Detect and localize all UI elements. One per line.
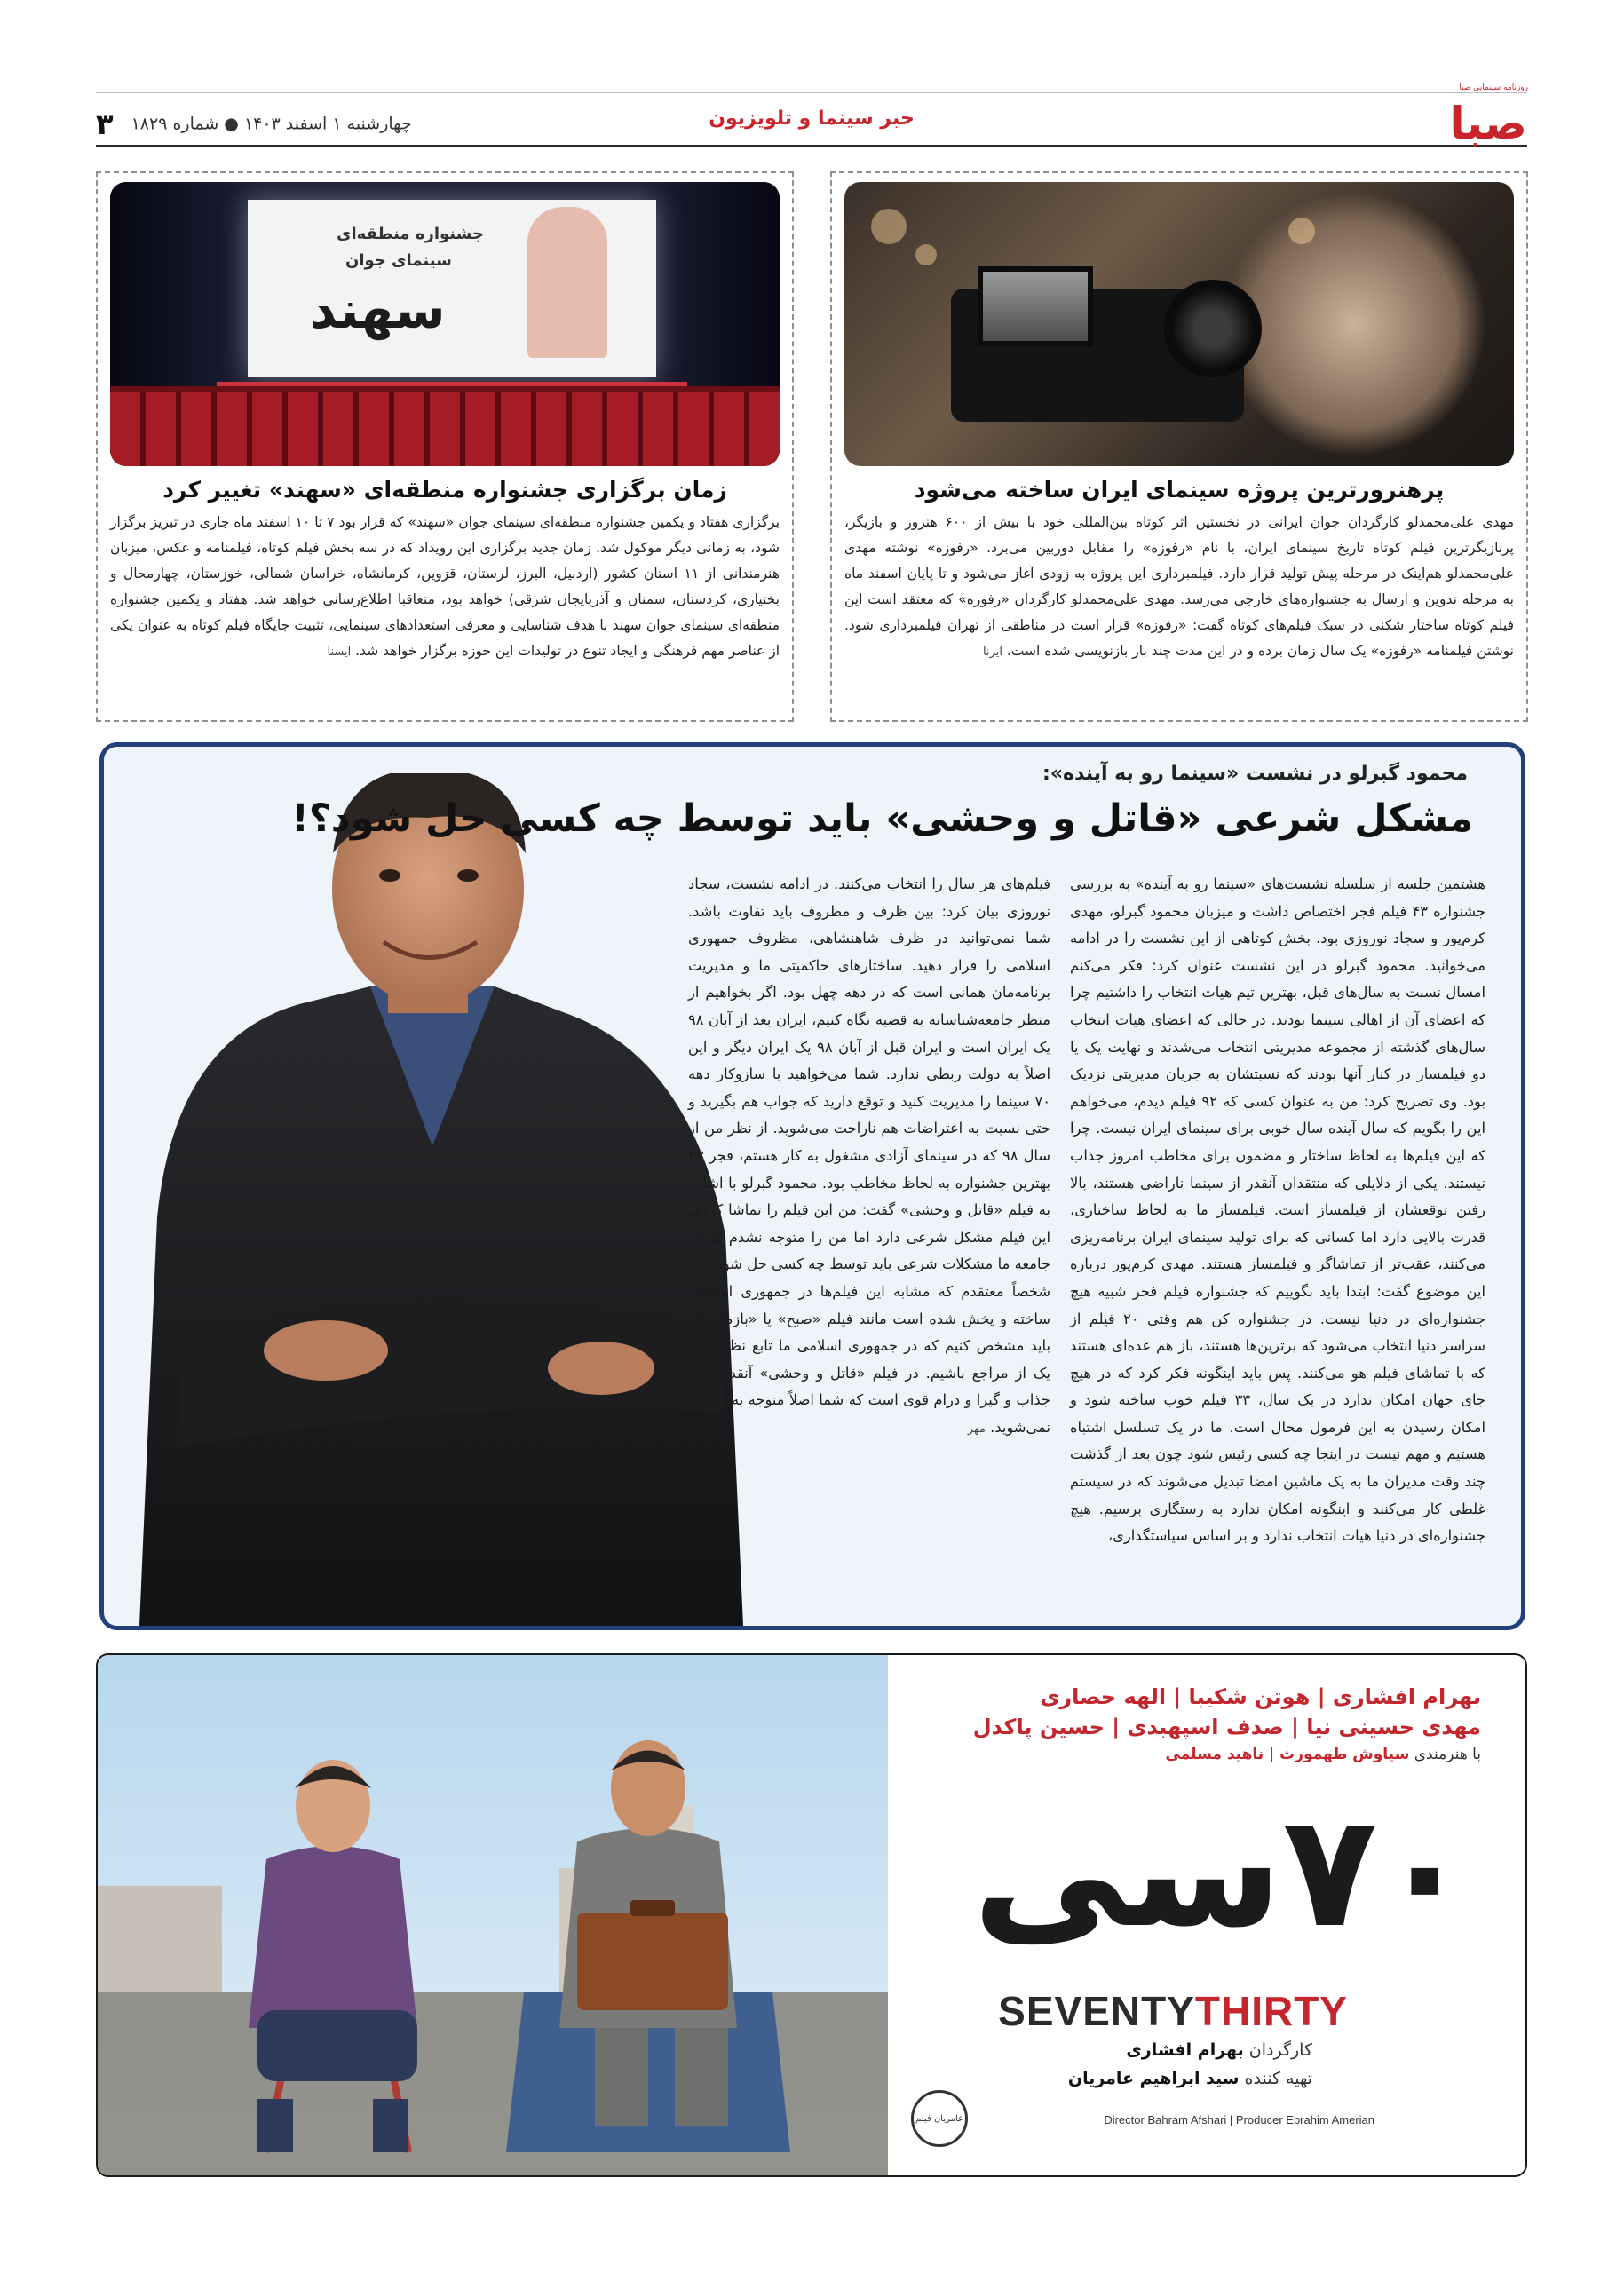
english-credits: Director Bahram Afshari | Producer Ebrahim Amerian (1104, 2113, 1374, 2126)
issue-date (96, 107, 412, 141)
feature-headline[interactable]: مشکل شرعی «قاتل و وحشی» باید توسط چه کسی حل شود؟! (291, 796, 1473, 841)
poster-line-2: سینمای جوان (345, 251, 452, 270)
feature-interview (99, 742, 1525, 1630)
news-body: برگزاری هفتاد و یکمین جشنواره منطقه‌ای سینمای جوان «سهند» که قرار بود ۷ تا ۱۰ اسفند ماه جاری در تبریز برگزار شود، به زمانی دیگر موکول شد. زمان جدید برگزاری این رویداد که در سه بخش فیلم کوتاه، فیلمنامه و عکس، میزبان هنرمندانی از ۱۱ استان کشور (اردبیل، البرز، لرستان، قزوین، کرمانشاه، خراسان شمالی، خوزستان، چهارمحال و بختیاری، کردستان، سمنان و آذربایجان شرقی) خواهد بود، متعاقبا اطلاع‌رسانی خواهد شد. هفتاد و یکمین جشنواره منطقه‌ای سینمای جوان سهند با هدف شناسایی و معرفی استعدادهای سینمایی، تثبیت جایگاه فیلم کوتاه به عنوان یکی از عناصر مهم فرهنگی و ایجاد تنوع در تولیدات این حوزه برگزار خواهد شد. ایسنا (110, 514, 780, 659)
cinema-screen-photo (110, 182, 780, 466)
film-title-english: SEVENTYTHIRTY (998, 1988, 1348, 2034)
feature-column-2: فیلم‌های هر سال را انتخاب می‌کنند. در ادامه نشست، سجاد نوروزی بیان کرد: بین ظرف و مظروف باید تفاوت باشد. شما نمی‌توانید در ظرف شاهنشاهی، مظروف جمهوری اسلامی را قرار دهید. ساختارهای حاکمیتی ما و مدیریت برنامه‌مان همانی است که در دهه چهل بود. اگر بخواهیم از منظر جامعه‌شناسانه به قضیه نگاه کنیم، ایران بعد از آبان ۹۸ یک ایران است و ایران قبل از آبان ۹۸ یک ایران دیگر و این اصلاً به دولت ربطی ندارد. شما می‌خواهید با سازوکار دهه ۷۰ سینما را مدیریت کنید و توقع دارید که جواب هم بگیرید و حتی نسبت به اعتراضات هم ناراحت می‌شوید. از نظر من از سال ۹۸ که در سینمای آزادی مشغول به کار هستم، فجر ۴۳ بهترین جشنواره به لحاظ مخاطب بود. محمود گبرلو با اشاره به فیلم «قاتل و وحشی» گفت: من این فیلم را تماشا کردم. این فیلم مشکل شرعی دارد اما من را متوجه نشدم که در جامعه ما مشکلات شرعی باید توسط چه کسی حل شود. من شخصاً معتقدم که مشابه این فیلم‌ها در جمهوری اسلامی ساخته و پخش شده است مانند فیلم «صبح» یا «بازمانده». باید مشخص کنیم که در جمهوری اسلامی ما تابع نظر کدام یک از مراجع باشیم. در فیلم «قاتل و وحشی» آنقدر قصه جذاب و گیرا و درام قوی است که شما اصلاً متوجه به حجابی نمی‌شوید. مهر (688, 875, 1050, 1436)
news-item-camera (830, 171, 1528, 722)
poster-line-3: سهند (310, 280, 446, 340)
cameraman-illustration (527, 207, 607, 358)
cast-credits (973, 1682, 1481, 1767)
news-body: مهدی علی‌محمدلو کارگردان جوان ایرانی در نخستین اثر کوتاه بین‌المللی خود با بیش از ۶۰۰ هنرور و بازیگر، پربازیگرترین فیلم کوتاه تاریخ سینمای ایران، با نام «رفوزه» را مقابل دوربین می‌برد. «رفوزه» نوشته مهدی علی‌محمدلو هم‌اینک در مرحله پیش تولید قرار دارد. فیلمبرداری این پروژه به زودی آغاز می‌شود و تا پایان اسفند ماه به مرحله تدوین و ارسال به جشنواره‌های خارجی می‌رسد. مهدی علی‌محمدلو کارگردان «رفوزه» که معتقد است این فیلم کوتاه ساختار شکنی در سبک فیلم‌های کوتاه گفت: «رفوزه» قرار است در مناطقی از تهران فیلمبرداری شود. نوشتن فیلمنامه «رفوزه» یک سال زمان برده و در این مدت چند بار بازنویسی شده است. ایرنا (844, 514, 1514, 659)
feature-kicker: محمود گبرلو در نشست «سینما رو به آینده»: (1042, 763, 1468, 785)
news-source: ایسنا (327, 645, 352, 659)
guest-cast: با هنرمندی سیاوش طهمورث | ناهید مسلمی (1165, 1746, 1481, 1763)
news-source: ایرنا (982, 645, 1002, 659)
portrait-photo (104, 773, 779, 1626)
section-title: خبر سینما و تلویزیون (709, 107, 915, 130)
poster-line-1: جشنواره منطقه‌ای (337, 225, 484, 243)
film-advertisement[interactable] (96, 1653, 1527, 2177)
date-text: چهارشنبه ۱ اسفند ۱۴۰۳ ● شماره ۱۸۲۹ (131, 114, 412, 134)
newspaper-logo[interactable]: صبا (1449, 98, 1527, 149)
film-title-farsi: ۷۰سی (972, 1782, 1472, 1962)
producer-credit: تهیه کننده سید ابراهیم عامریان (1067, 2069, 1312, 2088)
feature-source: مهر (967, 1422, 986, 1436)
cast-line-2: مهدی حسینی نیا | صدف اسپهبدی | حسین پاکدل (972, 1715, 1481, 1739)
cast-line-1: بهرام افشاری | هوتن شکیبا | الهه حصاری (1040, 1684, 1481, 1709)
poster-artwork (98, 1655, 888, 2177)
feature-column-1: هشتمین جلسه از سلسله نشست‌های «سینما رو به آینده» به بررسی جشنواره ۴۳ فیلم فجر اختصاص داشت و میزبان محمود گبرلو، مهدی کرم‌پور و سجاد نوروزی بود. بخش کوتاهی از این نشست را در ادامه می‌خوانید. محمود گبرلو در این نشست عنوان کرد: فکر می‌کنم امسال نسبت به سال‌های قبل، بهترین تیم هیات انتخاب را داشتیم چرا که اعضای آن از اهالی سینما بودند. در حالی که اعضای هیات انتخاب سال‌های گذشته از مجموعه مدیریتی انتخاب می‌شدند و نهایت یک یا دو فیلمساز در کنار آنها بودند که نسبتشان به جریان مدیریتی نزدیک بود. وی تصریح کرد: من به عنوان کسی که ۹۲ فیلم دیدم، می‌خواهم این را بگویم که سال آینده سال خوبی برای سینمای ایران نیست. چرا که این فیلم‌ها به لحاظ ساختار و مضمون برای مخاطب امروز جذاب نیستند. یکی از دلایلی که منتقدان آنقدر از سینما ناراضی هستند، بالا رفتن توقعشان از فیلمساز است. فیلمساز ما به لحاظ ساختاری، قدرت بالایی دارد اما کسانی که برای تولید سینمای ایران برنامه‌ریزی می‌کنند، عقب‌تر از تماشاگر و فیلمساز هستند. مهدی کرم‌پور درباره این موضوع گفت: ابتدا باید بگوییم که جشنواره فیلم فجر شبیه هیچ جشنواره‌ای در دنیا نیست. در جشنواره کن هم وقتی ۲۰ فیلم از سراسر دنیا انتخاب می‌شود که برترین‌ها هستند، باز هم عده‌ای هستند که با تماشای فیلم هو می‌کنند. پس باید اینگونه فکر کرد که در هیچ جای جهان امکان ندارد در یک سال، ۳۳ فیلم خوب ساخته شود و امکان رسیدن به این فرمول محال است. ما در یک تسلسل اشتباه هستیم و مهم نیست در اینجا چه کسی رئیس شود چون بعد از گذشت چند وقت مدیران ما به یک ماشین امضا تبدیل می‌شوند که در سیستم غلطی کار می‌کنند و اینگونه امکان ندارد به رستگاری برسیم. هیچ جشنواره‌ای در دنیا هیات انتخاب ندارد و بر اساس سیاستگذاری، (1070, 875, 1485, 1545)
studio-logo-icon: عامریان فیلم (911, 2090, 968, 2147)
logo-subtitle: روزنامه سینمایی صبا (1459, 83, 1528, 92)
news-title[interactable]: پرهنرورترین پروژه سینمای ایران ساخته می‌شود (914, 477, 1445, 503)
camera-photo (844, 182, 1514, 466)
page-number: ۳ (96, 107, 114, 141)
news-item-sahand (96, 171, 794, 722)
director-credit: کارگردان بهرام افشاری (1126, 2040, 1312, 2060)
news-title[interactable]: زمان برگزاری جشنواره منطقه‌ای «سهند» تغییر کرد (162, 477, 727, 503)
masthead (96, 92, 1527, 147)
